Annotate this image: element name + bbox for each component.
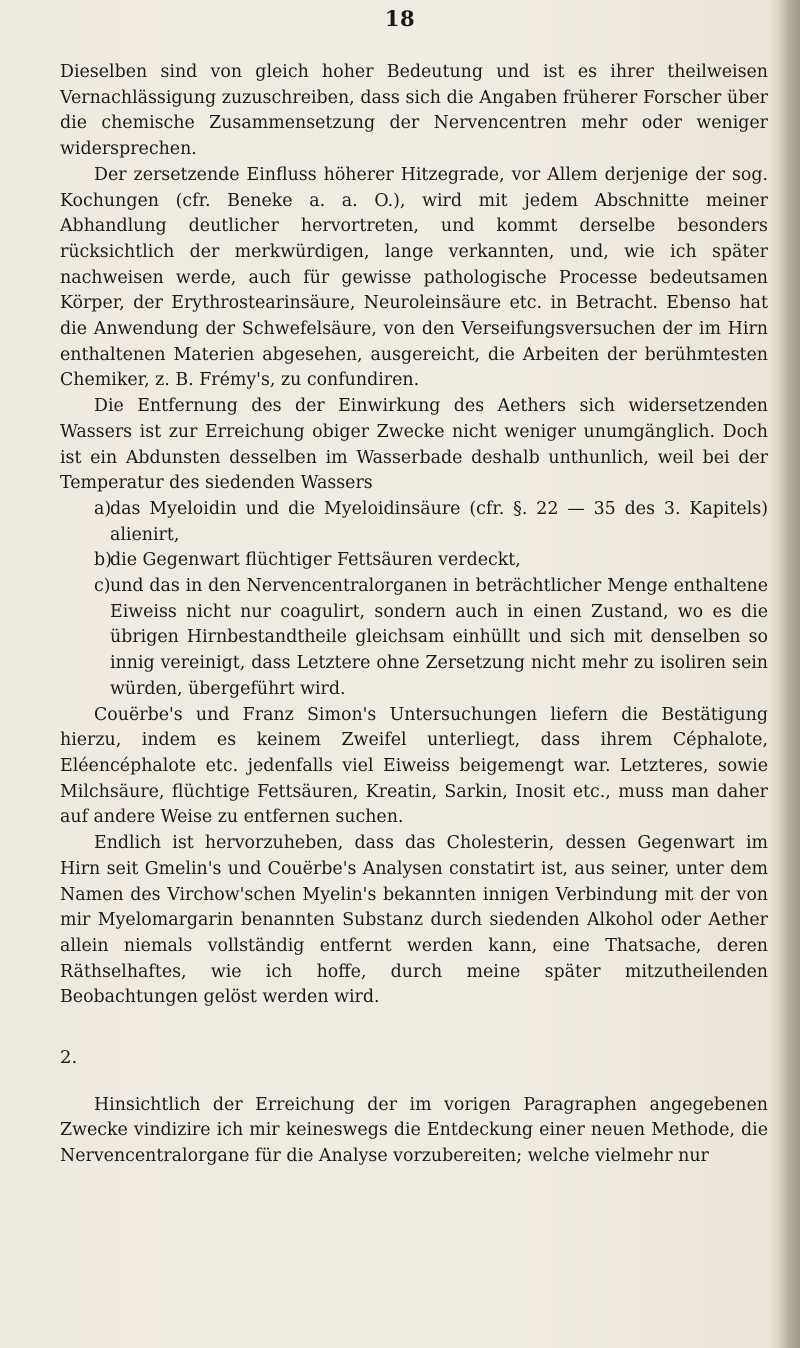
list-item-text: das Myeloidin und die Myeloidinsäure (cfr. §. 22 — 35 des 3. Kapitels) alienirt, <box>110 498 768 545</box>
paragraph: Hinsichtlich der Erreichung der im vorigen Paragraphen angegebenen Zwecke vindizire ich mir keineswegs die Entdeckung einer neuen Methode, die Nervencentralorgane für die Analyse vorzubereiten; welche vielmehr nur <box>60 1094 768 1167</box>
list-item <box>60 574 768 703</box>
body-text <box>60 60 768 1170</box>
list-marker: a) <box>94 498 112 519</box>
paragraph: Die Entfernung des der Einwirkung des Aethers sich widersetzenden Wassers ist zur Erreichung obiger Zwecke nicht weniger unumgänglich. Doch ist ein Abdunsten desselben im Wasserbade deshalb unthunlich, weil bei der Temperatur des siedenden Wassers <box>60 396 768 494</box>
paragraph-group-1 <box>60 60 768 497</box>
page-edge-shadow <box>770 0 800 1348</box>
paragraph: Couërbe's und Franz Simon's Untersuchungen liefern die Bestätigung hierzu, indem es keinem Zweifel unterliegt, dass ihrem Céphalote, Eléencéphalote etc. jedenfalls viel Eiweiss beigemengt war. Letzteres, sowie Milchsäure, flüchtige Fettsäuren, Kreatin, Sarkin, Inosit etc., muss man daher auf andere Weise zu entfernen suchen. <box>60 704 768 828</box>
list-item-text: und das in den Nervencentralorganen in beträchtlicher Menge enthaltene Eiweiss nicht nur coagulirt, sondern auch in einen Zustand, wo es die übrigen Hirnbestandtheile gleichsam einhüllt und sich mit denselben so innig vereinigt, dass Letztere ohne Zersetzung nicht mehr zu isoliren sein würden, übergeführt wird. <box>110 576 768 699</box>
section-number: 2. <box>60 1047 78 1069</box>
paragraph-group-2 <box>60 703 768 1011</box>
page-number: 18 <box>384 6 416 31</box>
paragraph: Der zersetzende Einfluss höherer Hitzegrade, vor Allem derjenige der sog. Kochungen (cfr. Beneke a. a. O.), wird mit jedem Abschnitte meiner Abhandlung deutlicher hervortreten, und kommt derselbe besonders rücksichtlich der merkwürdigen, lange verkannten, und, wie ich später nachweisen werde, auch für gewisse pathologische Processe bedeutsamen Körper, der Erythrostearinsäure, Neuroleinsäure etc. in Betracht. Ebenso hat die Anwendung der Schwefelsäure, von den Verseifungsversuchen der im Hirn enthaltenen Materien abgesehen, ausgereicht, die Arbeiten der berühmtesten Chemiker, z. B. Frémy's, zu confundiren. <box>60 164 768 391</box>
paragraph: Endlich ist hervorzuheben, dass das Cholesterin, dessen Gegenwart im Hirn seit Gmelin's und Couërbe's Analysen constatirt ist, aus seiner, unter dem Namen des Virchow'schen Myelin's bekannten innigen Verbindung mit der von mir Myelomargarin benannten Substanz durch siedenden Alkohol oder Aether allein niemals vollständig entfernt werden kann, eine Thatsache, deren Räthselhaftes, wie ich hoffe, durch meine später mitzutheilenden Beobachtungen gelöst werden wird. <box>60 833 768 1008</box>
list-item <box>60 497 768 548</box>
list-item-text: die Gegenwart flüchtiger Fettsäuren verdeckt, <box>110 550 521 571</box>
list-marker: b) <box>94 550 112 571</box>
enumerated-list <box>60 497 768 703</box>
list-marker: c) <box>94 576 111 597</box>
paragraph-group-3 <box>60 1093 768 1170</box>
paragraph: Dieselben sind von gleich hoher Bedeutung und ist es ihrer theilweisen Vernachlässigung zuzuschreiben, dass sich die Angaben früherer Forscher über die chemische Zusammensetzung der Nervencentren mehr oder weniger widersprechen. <box>60 62 768 160</box>
list-item <box>60 548 768 574</box>
